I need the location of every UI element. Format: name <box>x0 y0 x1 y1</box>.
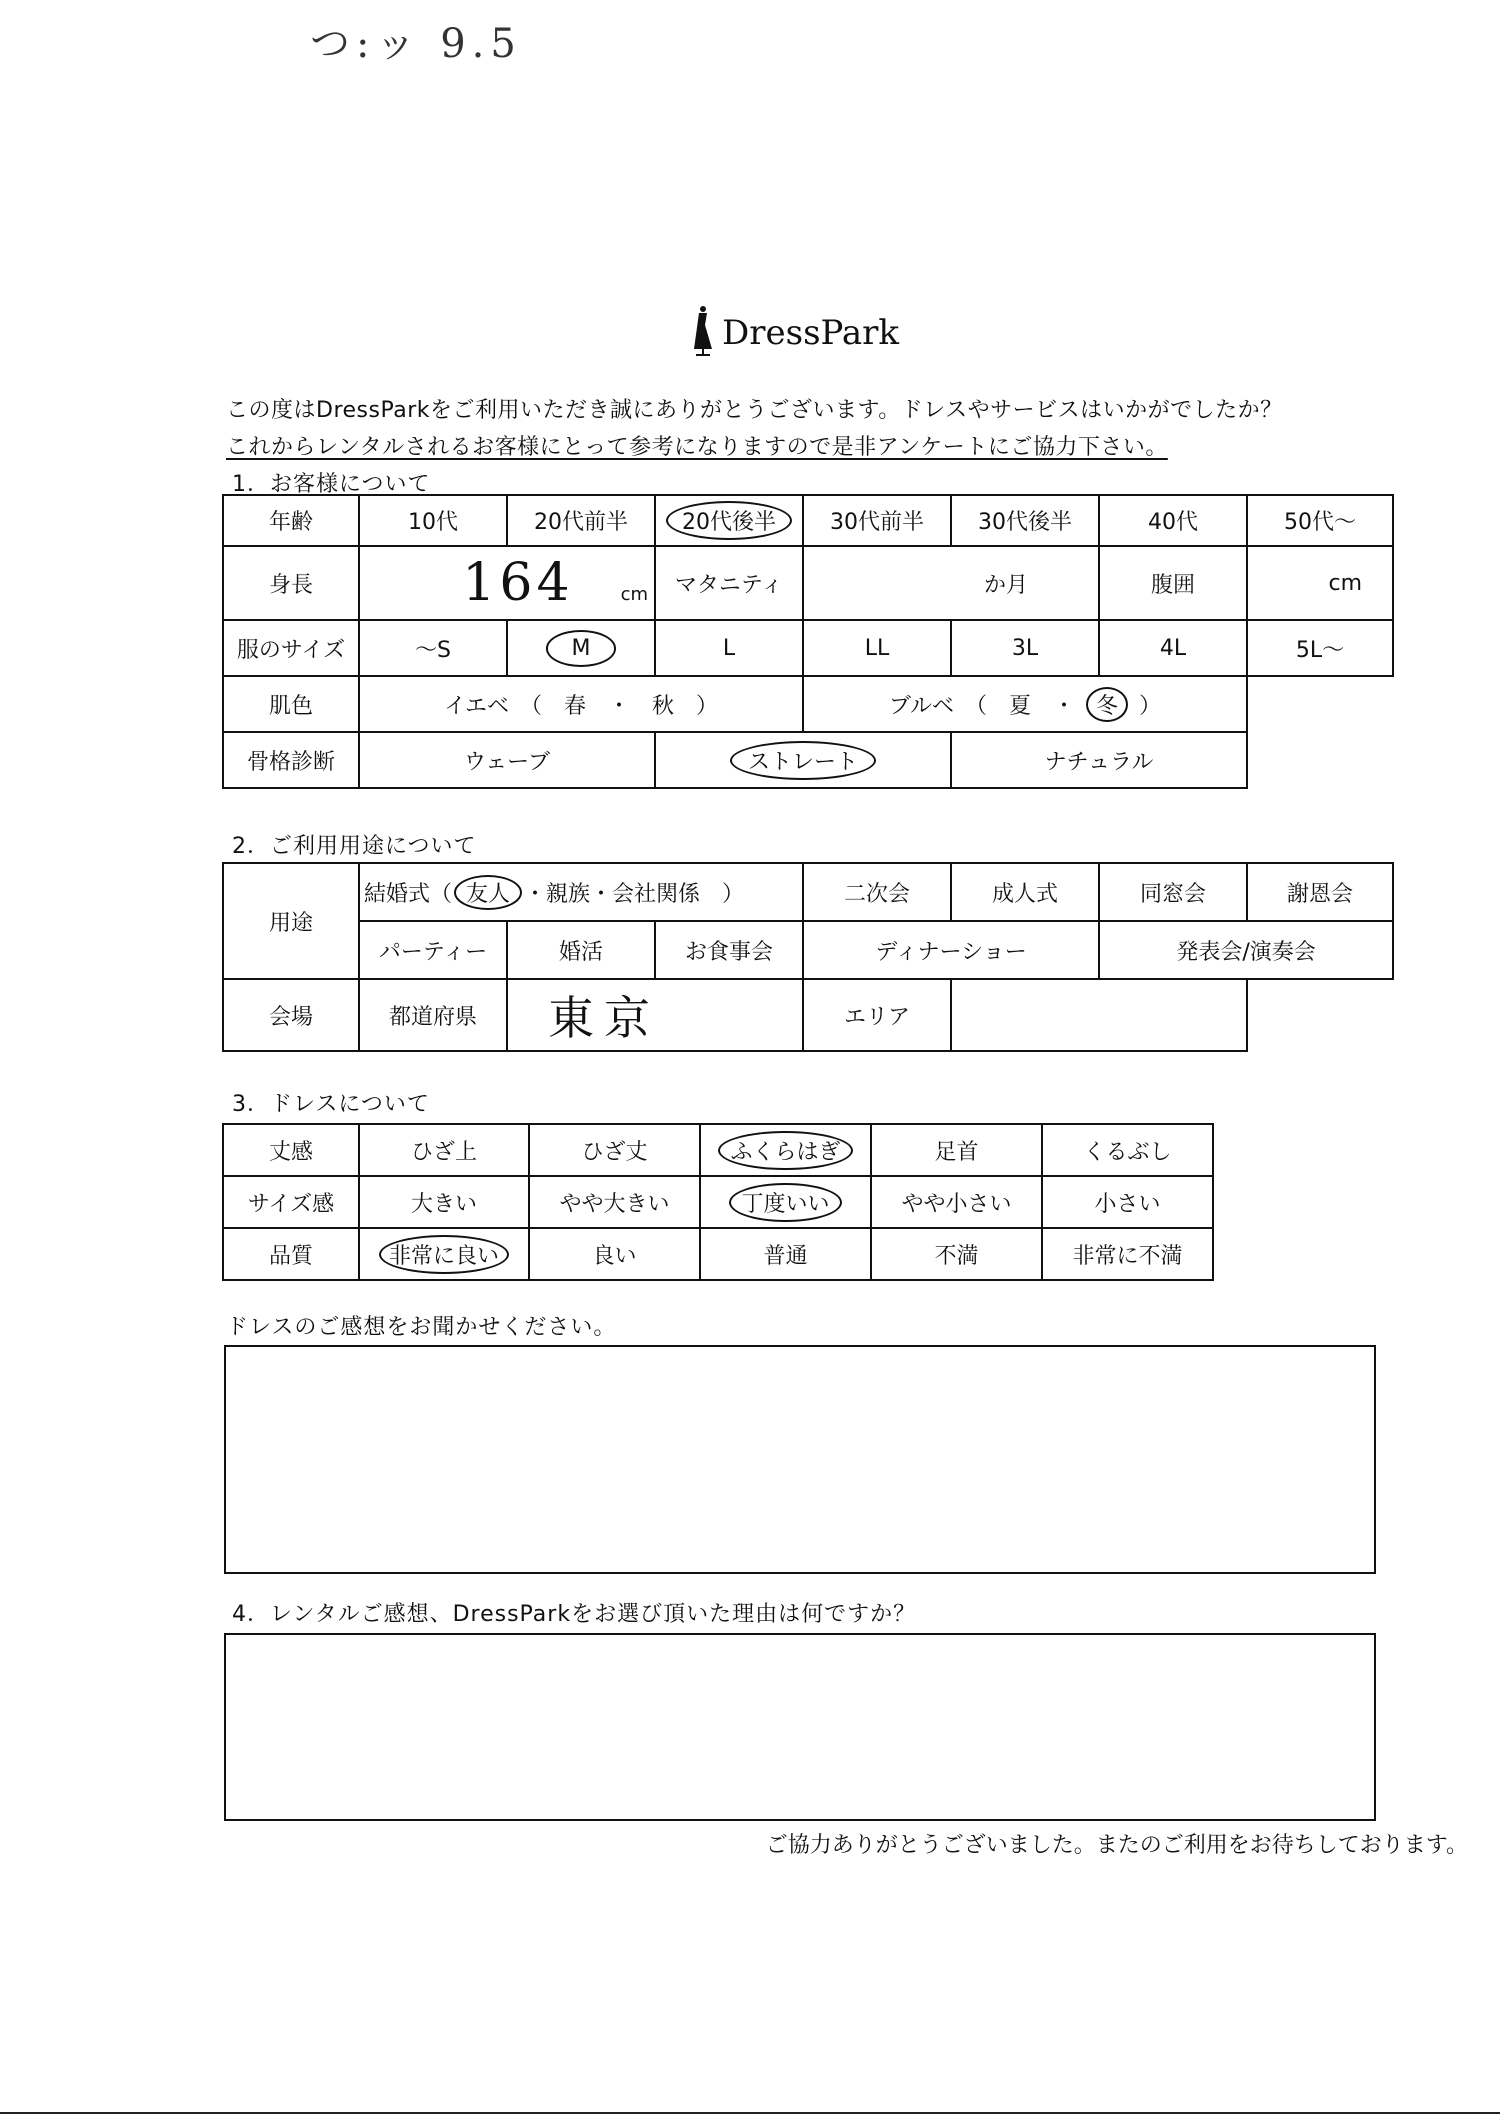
waist-field[interactable] <box>1247 546 1393 620</box>
size-option[interactable]: 5L～ <box>1247 620 1393 676</box>
size-option[interactable]: 4L <box>1099 620 1247 676</box>
purpose-option[interactable]: 謝恩会 <box>1247 863 1393 921</box>
section2-title: 2．ご利用用途について <box>232 834 477 859</box>
dress-comment-prompt: ドレスのご感想をお聞かせください。 <box>226 1315 617 1340</box>
age-option[interactable]: 50代～ <box>1247 495 1393 546</box>
length-selected-value: ふくらはぎ <box>718 1131 852 1170</box>
size-selected-value: M <box>546 630 617 667</box>
fit-option[interactable]: やや大きい <box>529 1176 700 1228</box>
purpose-option[interactable]: 同窓会 <box>1099 863 1247 921</box>
purpose-option[interactable]: お食事会 <box>655 921 803 979</box>
age-option[interactable]: 30代前半 <box>803 495 951 546</box>
intro-line-1: この度はDressParkをご利用いただき誠にありがとうございます。ドレスやサービスはいかがでしたか？ <box>226 398 1283 423</box>
customer-table <box>222 494 1394 789</box>
frame-selected-value: ストレート <box>730 741 876 780</box>
fit-option[interactable]: 大きい <box>359 1176 529 1228</box>
fit-selected-value: 丁度いい <box>729 1183 841 1222</box>
empty-cell <box>1247 979 1393 1051</box>
length-option-selected[interactable] <box>700 1124 871 1176</box>
dress-icon <box>690 305 716 361</box>
skin-blue-prefix: ブルベ （ 夏 ・ <box>888 693 1076 719</box>
size-row <box>223 620 1393 676</box>
fit-label: サイズ感 <box>223 1176 359 1228</box>
prefecture-value: 東京 <box>548 991 660 1045</box>
quality-label: 品質 <box>223 1228 359 1280</box>
purpose-option[interactable]: 婚活 <box>507 921 655 979</box>
height-row <box>223 546 1393 620</box>
height-unit: cm <box>620 584 648 605</box>
height-label: 身長 <box>223 546 359 620</box>
size-option[interactable]: L <box>655 620 803 676</box>
size-option[interactable]: 3L <box>951 620 1099 676</box>
length-option[interactable]: ひざ上 <box>359 1124 529 1176</box>
venue-row <box>223 979 1393 1051</box>
length-option[interactable]: ひざ丈 <box>529 1124 700 1176</box>
purpose-label: 用途 <box>223 863 359 979</box>
venue-label: 会場 <box>223 979 359 1051</box>
purpose-option[interactable]: パーティー <box>359 921 507 979</box>
section1-title: 1．お客様について <box>232 472 431 497</box>
wedding-option[interactable] <box>359 863 803 921</box>
frame-label: 骨格診断 <box>223 732 359 788</box>
quality-option-selected[interactable] <box>359 1228 529 1280</box>
frame-option[interactable]: ナチュラル <box>951 732 1247 788</box>
quality-row <box>223 1228 1213 1280</box>
dress-table <box>222 1123 1214 1281</box>
size-option[interactable]: LL <box>803 620 951 676</box>
frame-option[interactable]: ウェーブ <box>359 732 655 788</box>
purpose-option[interactable]: 発表会/演奏会 <box>1099 921 1393 979</box>
frame-row <box>223 732 1393 788</box>
frame-option-selected[interactable] <box>655 732 951 788</box>
purpose-row-1 <box>223 863 1393 921</box>
closing-text: ご協力ありがとうございました。またのご利用をお待ちしております。 <box>765 1833 1468 1858</box>
maternity-label: マタニティ <box>655 546 803 620</box>
dress-comment-box[interactable] <box>224 1345 1376 1574</box>
quality-option[interactable]: 不満 <box>871 1228 1042 1280</box>
maternity-field[interactable] <box>803 546 1099 620</box>
purpose-option[interactable]: 成人式 <box>951 863 1099 921</box>
quality-option[interactable]: 非常に不満 <box>1042 1228 1213 1280</box>
length-option[interactable]: くるぶし <box>1042 1124 1213 1176</box>
empty-cell <box>1247 676 1393 732</box>
intro-text <box>226 392 1283 466</box>
wedding-suffix: ・親族・会社関係 ） <box>524 881 745 907</box>
page-bottom-rule <box>0 2112 1500 2114</box>
skin-blue-selected: 冬 <box>1086 687 1128 722</box>
quality-option[interactable]: 普通 <box>700 1228 871 1280</box>
purpose-row-2 <box>223 921 1393 979</box>
fit-option[interactable]: 小さい <box>1042 1176 1213 1228</box>
area-field[interactable] <box>951 979 1247 1051</box>
maternity-month-unit: か月 <box>983 572 1028 598</box>
age-option[interactable]: 10代 <box>359 495 507 546</box>
height-value: 164 <box>462 553 574 613</box>
quality-selected-value: 非常に良い <box>379 1235 509 1274</box>
age-option[interactable]: 40代 <box>1099 495 1247 546</box>
rental-reason-box[interactable] <box>224 1633 1376 1821</box>
fit-row <box>223 1176 1213 1228</box>
skin-blue-option[interactable] <box>803 676 1247 732</box>
skin-row <box>223 676 1393 732</box>
fit-option[interactable]: やや小さい <box>871 1176 1042 1228</box>
logo-text: DressPark <box>722 313 900 353</box>
waist-unit: cm <box>1328 570 1362 596</box>
wedding-prefix: 結婚式（ <box>364 881 453 907</box>
waist-label: 腹囲 <box>1099 546 1247 620</box>
length-label: 丈感 <box>223 1124 359 1176</box>
height-field[interactable] <box>359 546 655 620</box>
skin-blue-suffix: ） <box>1139 693 1162 719</box>
age-label: 年齢 <box>223 495 359 546</box>
section3-title: 3．ドレスについて <box>232 1092 430 1117</box>
length-option[interactable]: 足首 <box>871 1124 1042 1176</box>
logo <box>690 305 899 361</box>
age-selected-value: 20代後半 <box>666 501 792 540</box>
age-row <box>223 495 1393 546</box>
prefecture-field[interactable] <box>507 979 803 1051</box>
area-label: エリア <box>803 979 951 1051</box>
size-label: 服のサイズ <box>223 620 359 676</box>
intro-line-2: これからレンタルされるお客様にとって参考になりますので是非アンケートにご協力下さい。 <box>226 435 1168 460</box>
age-option[interactable]: 20代前半 <box>507 495 655 546</box>
skin-label: 肌色 <box>223 676 359 732</box>
skin-yellow-option[interactable]: イエベ （ 春 ・ 秋 ） <box>359 676 803 732</box>
age-option[interactable]: 30代後半 <box>951 495 1099 546</box>
prefecture-label: 都道府県 <box>359 979 507 1051</box>
handwritten-scribble: つ:ッ 9.5 <box>310 21 522 67</box>
fit-option-selected[interactable] <box>700 1176 871 1228</box>
age-option-selected[interactable] <box>655 495 803 546</box>
section4-title: 4．レンタルご感想、DressParkをお選び頂いた理由は何ですか？ <box>232 1602 917 1627</box>
size-option[interactable]: ～S <box>359 620 507 676</box>
quality-option[interactable]: 良い <box>529 1228 700 1280</box>
size-option-selected[interactable] <box>507 620 655 676</box>
wedding-selected-value: 友人 <box>454 875 522 910</box>
empty-cell <box>1247 732 1393 788</box>
purpose-table <box>222 862 1394 1052</box>
purpose-option[interactable]: 二次会 <box>803 863 951 921</box>
purpose-option[interactable]: ディナーショー <box>803 921 1099 979</box>
length-row <box>223 1124 1213 1176</box>
